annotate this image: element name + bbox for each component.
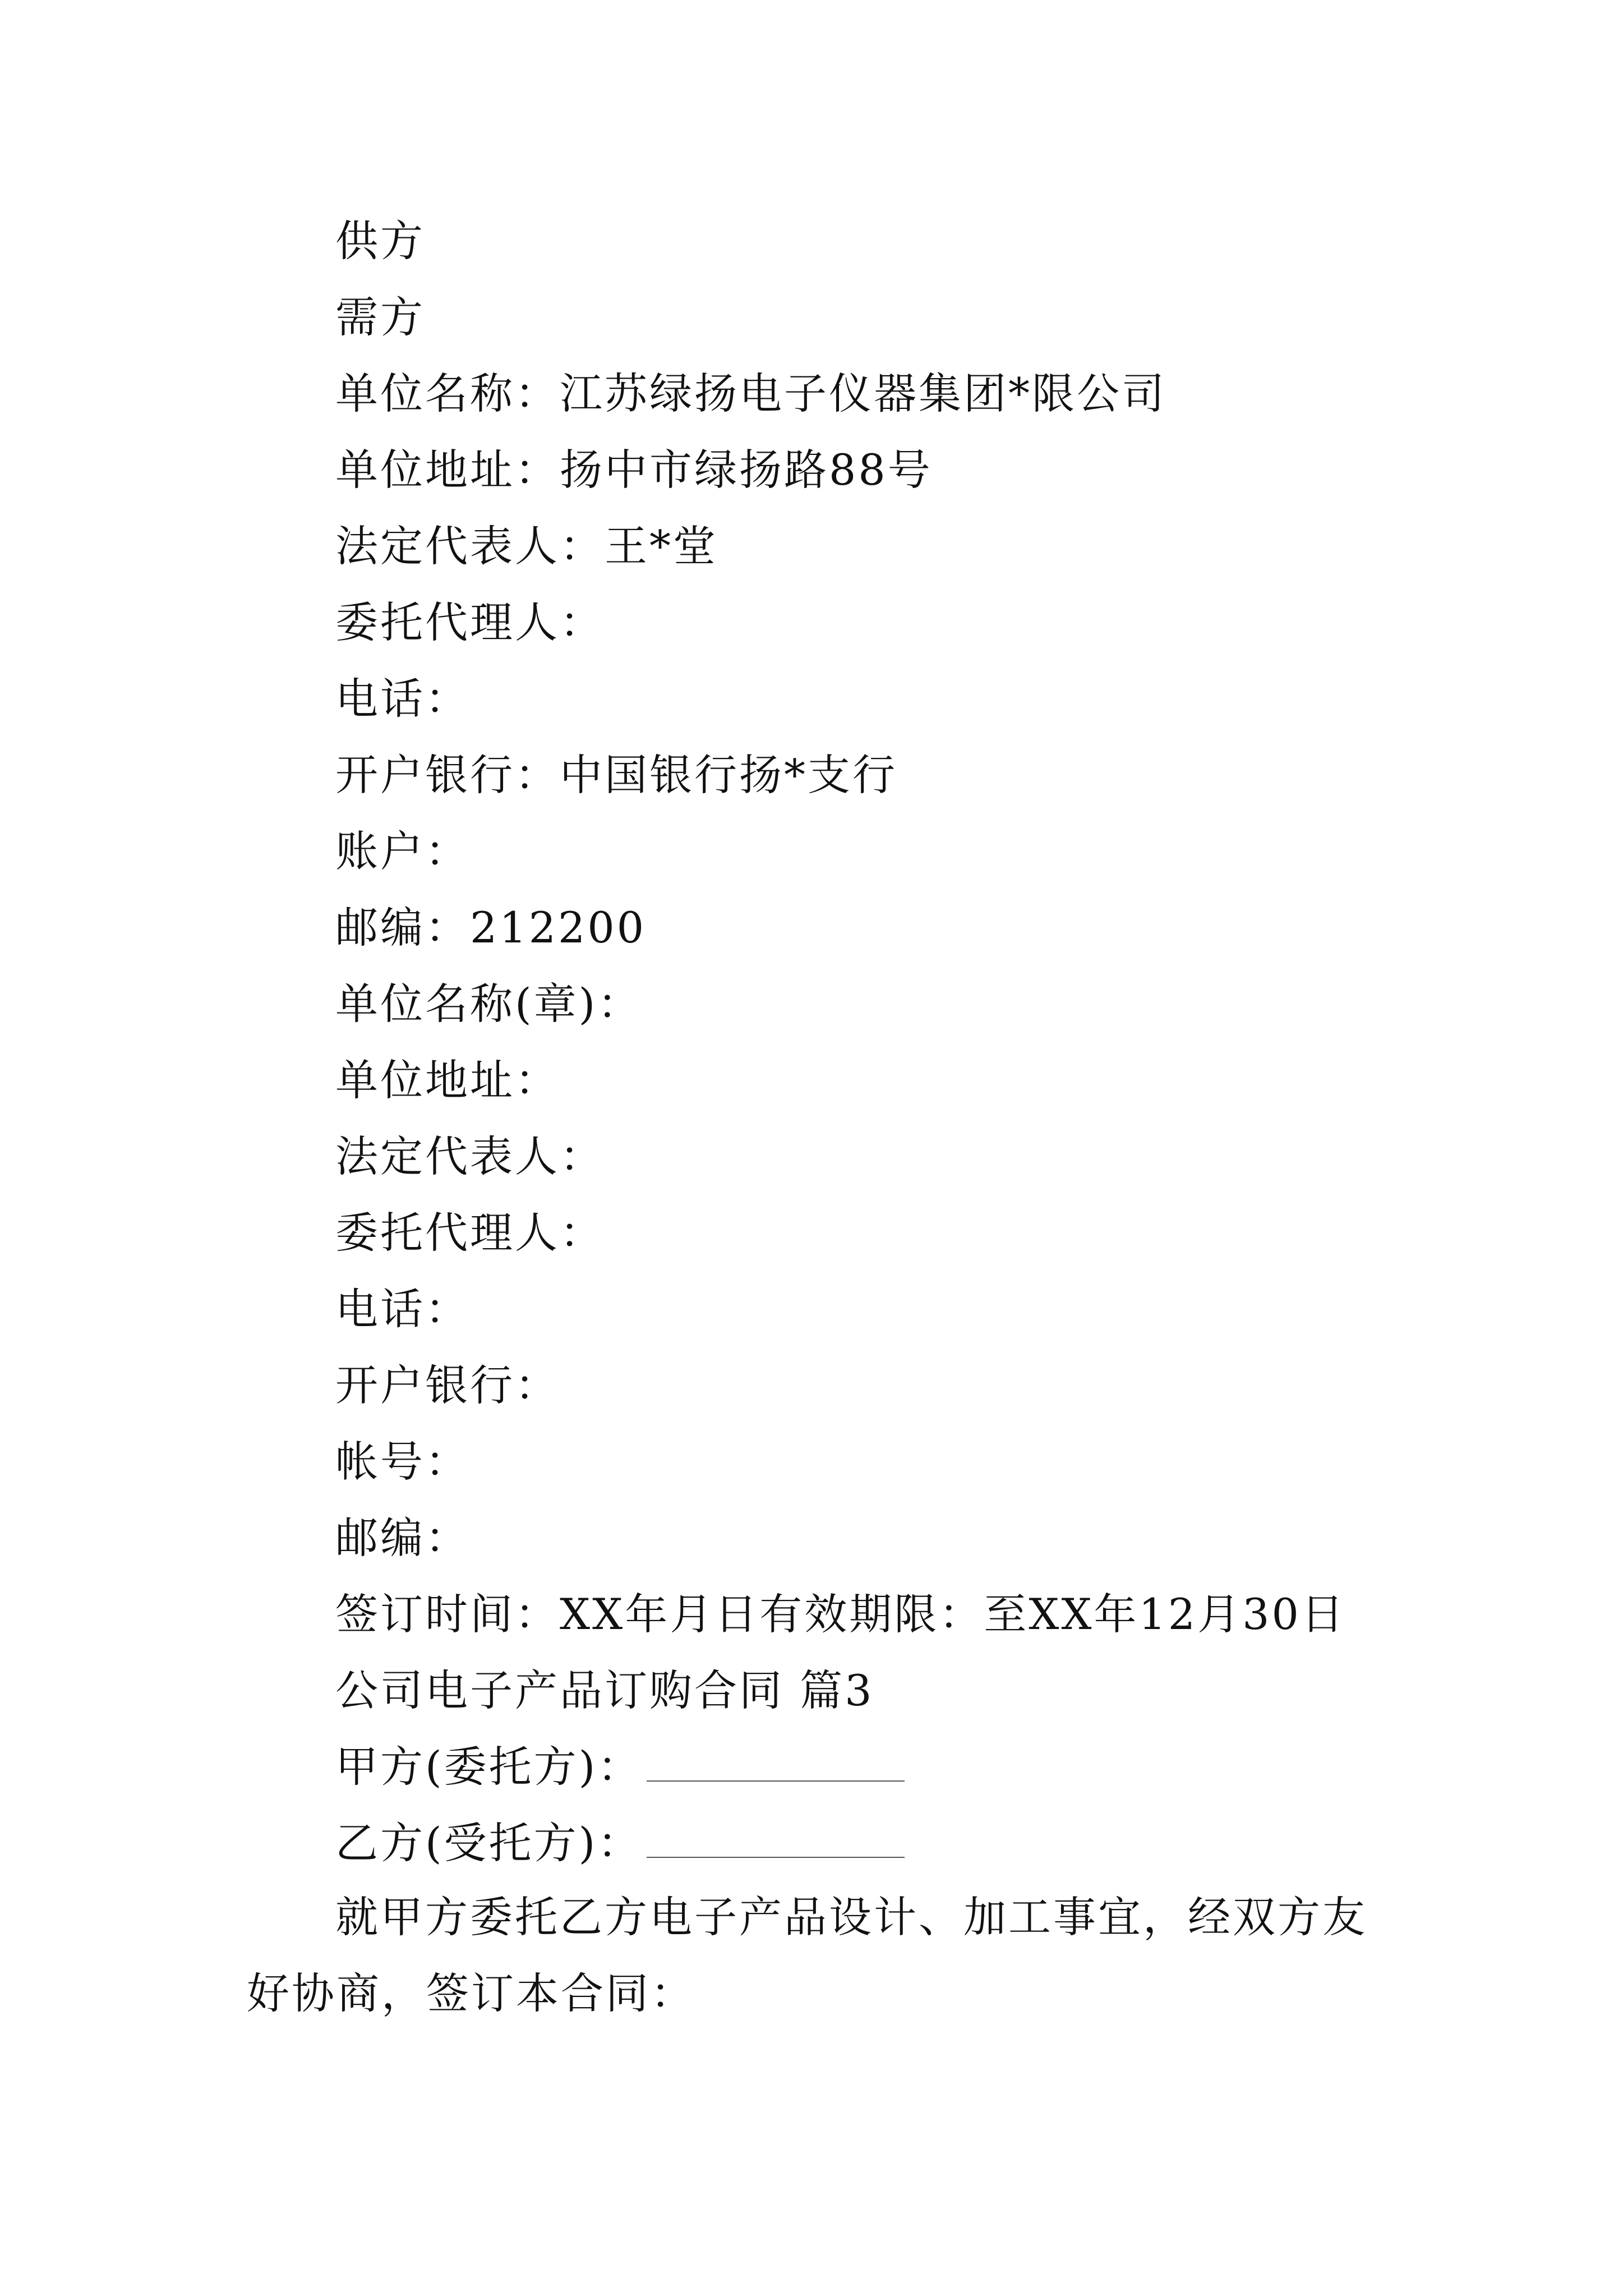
section-heading: 公司电子产品订购合同 篇3	[335, 1665, 874, 1715]
text-line-legal-rep: 法定代表人：王*堂	[335, 521, 718, 571]
text-line-postcode-2: 邮编：	[335, 1513, 470, 1563]
text-line-unit-address: 单位地址：扬中市绿扬路88号	[335, 445, 933, 495]
party-a-blank	[647, 1747, 905, 1782]
text-line-agent-2: 委托代理人：	[335, 1208, 605, 1258]
text-line-phone-2: 电话：	[335, 1284, 470, 1334]
text-line-agent: 委托代理人：	[335, 597, 605, 647]
text-line-buyer: 需方	[335, 292, 425, 342]
text-line-account: 账户：	[335, 826, 470, 876]
text-line-bank: 开户银行：中国银行扬*支行	[335, 750, 897, 800]
text-line-phone: 电话：	[335, 674, 470, 724]
party-a-label: 甲方(委托方)：	[335, 1742, 643, 1792]
text-line-unit-address-2: 单位地址：	[335, 1055, 560, 1105]
intro-paragraph: 就甲方委托乙方电子产品设计、加工事宜，经双方友好协商，签订本合同：	[247, 1892, 1367, 2018]
text-line-postcode: 邮编：212200	[335, 903, 647, 953]
party-b-blank	[647, 1823, 905, 1858]
text-line-legal-rep-2: 法定代表人：	[335, 1131, 605, 1181]
party-b-line	[335, 1815, 905, 1871]
text-line-sign-date: 签订时间：XX年月日有效期限：至XX年12月30日	[335, 1589, 1346, 1639]
text-line-supplier: 供方	[335, 216, 425, 266]
party-b-label: 乙方(受托方)：	[335, 1818, 643, 1868]
party-a-line	[335, 1739, 905, 1795]
text-line-bank-2: 开户银行：	[335, 1360, 560, 1410]
text-line-unit-name-seal: 单位名称(章)：	[335, 979, 643, 1029]
text-line-unit-name: 单位名称：江苏绿扬电子仪器集团*限公司	[335, 369, 1166, 418]
text-line-account-no: 帐号：	[335, 1437, 470, 1487]
